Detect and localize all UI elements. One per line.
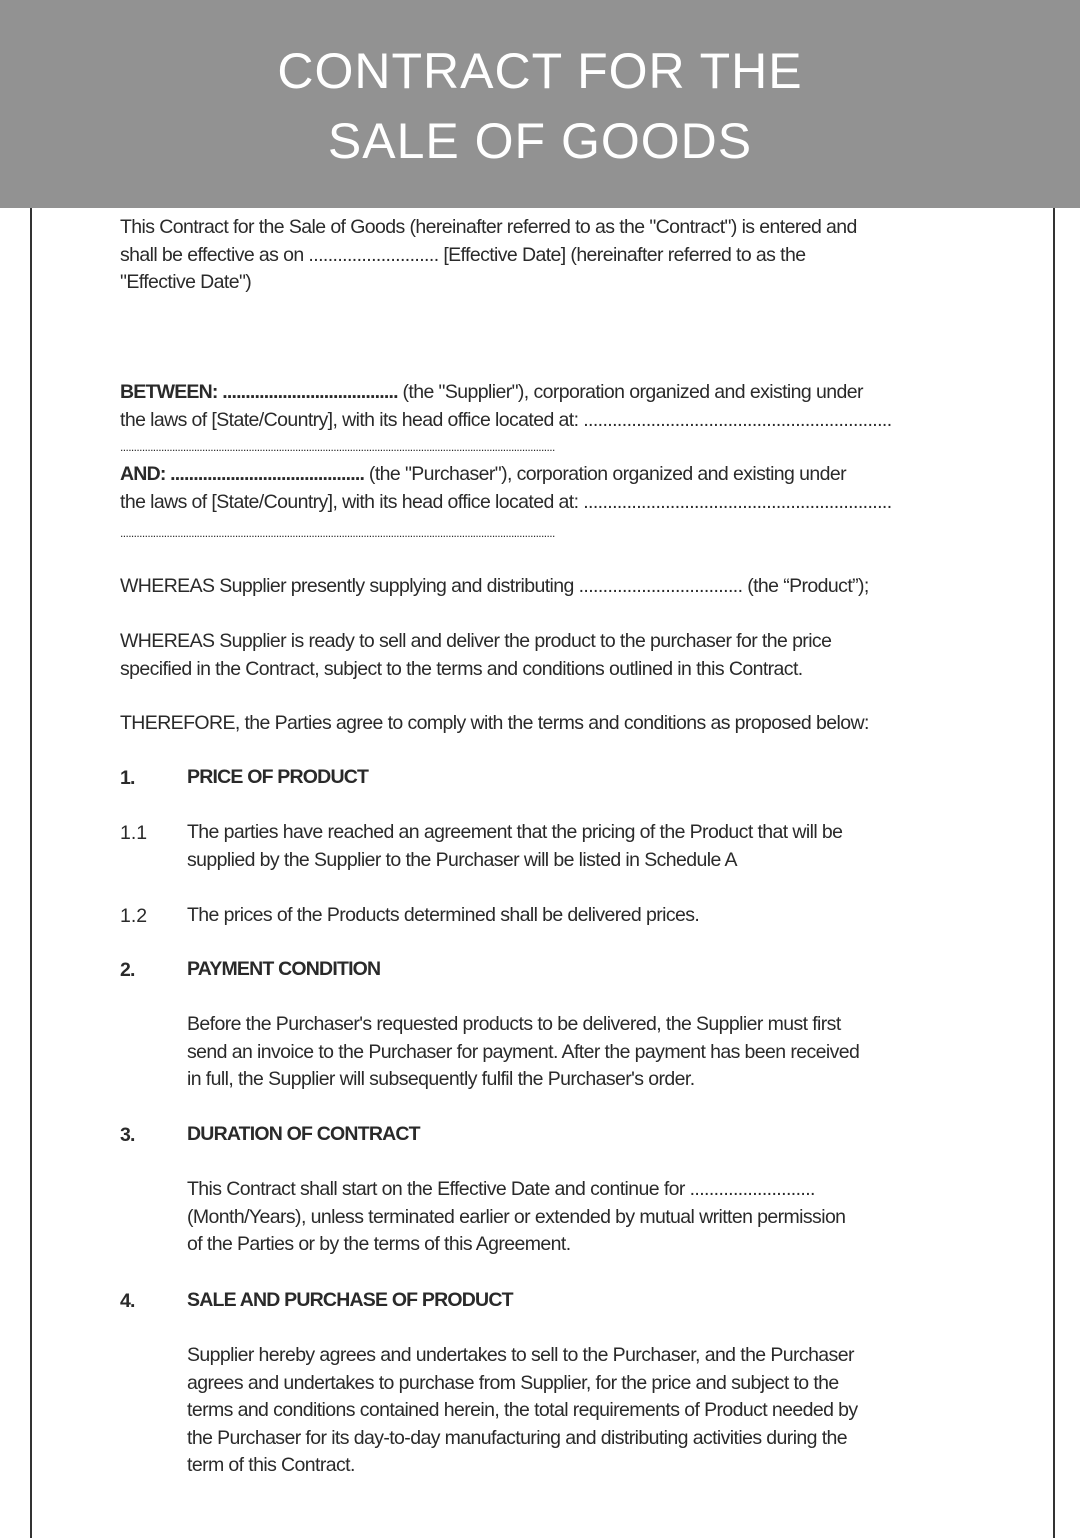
text-line: This Contract shall start on the Effective Date and continue for .......................... xyxy=(187,1178,815,1200)
section-4-heading: SALE AND PURCHASE OF PRODUCT xyxy=(187,1289,513,1311)
between-label: BETWEEN: ...................................... xyxy=(120,381,398,403)
title-line-2: SALE OF GOODS xyxy=(327,113,753,169)
section-4-number: 4. xyxy=(120,1290,135,1312)
text-line xyxy=(120,461,968,489)
text-line: agrees and undertakes to purchase from Supplier, for the price and subject to the xyxy=(187,1371,839,1394)
text-span: (the "Purchaser"), corporation organized and existing under xyxy=(364,463,846,485)
intro-paragraph xyxy=(120,214,968,297)
text-line: terms and conditions contained herein, the total requirements of Product needed by xyxy=(187,1399,858,1422)
dotted-line: ............................................................................................................................................................... xyxy=(120,440,555,455)
text-line: send an invoice to the Purchaser for payment. After the payment has been received xyxy=(187,1040,860,1063)
whereas-2 xyxy=(120,628,968,683)
text-line: "Effective Date") xyxy=(120,271,252,294)
dotted-line: ............................................................................................................................................................... xyxy=(120,526,555,541)
text-line: Supplier hereby agrees and undertakes to sell to the Purchaser, and the Purchaser xyxy=(187,1344,854,1366)
section-3-text xyxy=(187,1176,967,1259)
text-line: WHEREAS Supplier is ready to sell and deliver the product to the purchaser for the price xyxy=(120,630,832,652)
text-line: supplied by the Supplier to the Purchaser will be listed in Schedule A xyxy=(187,848,737,871)
text-line: (Month/Years), unless terminated earlier or extended by mutual written permission xyxy=(187,1205,846,1228)
text-span: (the "Supplier"), corporation organized and existing under xyxy=(397,381,863,403)
section-1-number: 1. xyxy=(120,767,135,789)
section-1-2-number: 1.2 xyxy=(120,905,148,927)
text-line xyxy=(120,379,968,407)
section-2-heading: PAYMENT CONDITION xyxy=(187,958,381,980)
section-1-heading: PRICE OF PRODUCT xyxy=(187,766,369,788)
text-line: of the Parties or by the terms of this Agreement. xyxy=(187,1233,571,1256)
and-label: AND: .......................................... xyxy=(120,463,365,485)
title-line-1: CONTRACT FOR THE xyxy=(277,43,803,99)
text-line: Before the Purchaser's requested products to be delivered, the Supplier must first xyxy=(187,1013,841,1035)
text-line: specified in the Contract, subject to the terms and conditions outlined in this Contract. xyxy=(120,657,803,680)
text-line: the laws of [State/Country], with its head office located at: ................................................................ xyxy=(120,408,892,431)
therefore-paragraph: THEREFORE, the Parties agree to comply with the terms and conditions as proposed below: xyxy=(120,712,869,734)
text-line: the Purchaser for its day-to-day manufacturing and distributing activities during the xyxy=(187,1426,848,1449)
section-2-text xyxy=(187,1011,967,1094)
whereas-1: WHEREAS Supplier presently supplying and distributing .................................. (the “Product”); xyxy=(120,575,869,597)
section-4-text xyxy=(187,1342,967,1480)
between-paragraph xyxy=(120,379,968,462)
text-line: the laws of [State/Country], with its head office located at: ................................................................ xyxy=(120,490,892,513)
section-2-number: 2. xyxy=(120,959,135,981)
text-line: This Contract for the Sale of Goods (hereinafter referred to as the "Contract") is entered and xyxy=(120,216,857,238)
and-paragraph xyxy=(120,461,968,550)
text-line: shall be effective as on ........................... [Effective Date] (hereinafter referred to as the xyxy=(120,243,806,266)
section-1-1-text xyxy=(187,819,967,874)
title-banner xyxy=(0,0,1080,208)
text-line: term of this Contract. xyxy=(187,1454,355,1477)
section-3-heading: DURATION OF CONTRACT xyxy=(187,1123,420,1145)
section-1-1-number: 1.1 xyxy=(120,822,148,844)
text-line: in full, the Supplier will subsequently fulfil the Purchaser's order. xyxy=(187,1068,695,1091)
section-3-number: 3. xyxy=(120,1124,135,1146)
section-1-2-text: The prices of the Products determined shall be delivered prices. xyxy=(187,904,700,926)
text-line: The parties have reached an agreement that the pricing of the Product that will be xyxy=(187,821,843,843)
